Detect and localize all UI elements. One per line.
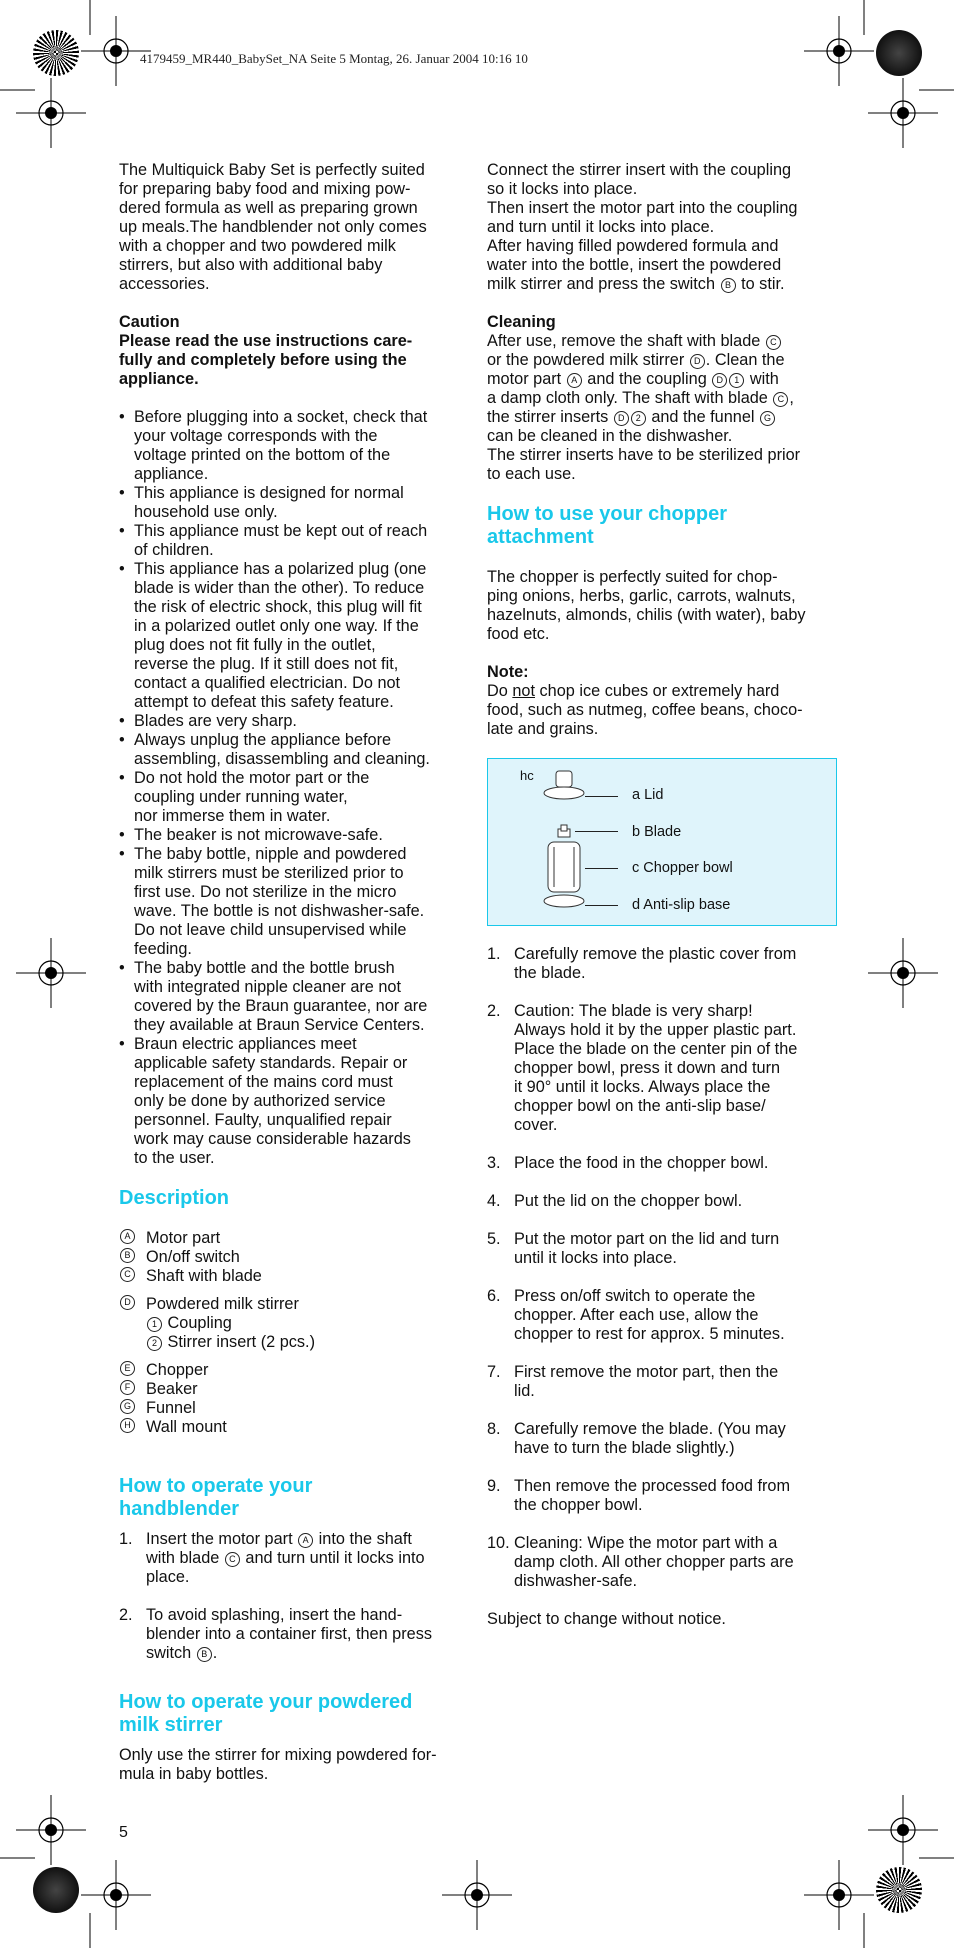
list-item: 1 Coupling	[119, 1314, 469, 1333]
registration-mark-icon	[868, 1795, 938, 1865]
list-item: 8. Carefully remove the blade. (You may have to turn the blade slightly.)	[487, 1420, 786, 1457]
list-item: 4. Put the lid on the chopper bowl.	[487, 1192, 743, 1210]
list-item: C Shaft with blade	[119, 1267, 469, 1286]
print-rosette-icon	[33, 30, 79, 76]
intro-paragraph: The Multiquick Baby Set is perfectly suited for preparing baby food and mixing pow- dered formula as well as preparing grown up meals.The handblender not only comes with a chopper and two powdered milk stirrers, but also with additional baby accessories.	[119, 161, 427, 293]
list-item: G Funnel	[119, 1399, 469, 1418]
print-rosette-icon	[876, 1867, 922, 1913]
figure-label-blade: b Blade	[632, 824, 682, 840]
list-item: • The beaker is not microwave-safe.	[119, 826, 469, 845]
list-item: • Braun electric appliances meet applicable safety standards. Repair or replacement of the mains cord must only be done by authorized service personnel. Faulty, unqualified repair work may cause considerable hazards to the user.	[119, 1035, 469, 1168]
chopper-figure	[487, 758, 837, 926]
list-item: • This appliance must be kept out of reach of children.	[119, 522, 469, 560]
right-column	[487, 161, 837, 1629]
caution-title: Caution	[119, 313, 180, 331]
list-item: 1. Insert the motor part A into the shaft with blade C and turn until it locks into place.	[119, 1530, 425, 1586]
registration-mark-icon	[868, 938, 938, 1008]
description-heading: Description	[119, 1187, 230, 1209]
cleaning-paragraph: After use, remove the shaft with blade C or the powdered milk stirrer D . Clean the motor part A and the coupling D 1 with a damp cloth only. The shaft with blade C , the stirrer inserts D 2 and the funnel G can be cleaned in the dishwasher. The stirrer inserts have to be sterilized prior to each use.	[487, 332, 801, 483]
chopper-intro: The chopper is perfectly suited for chop- ping onions, herbs, garlic, carrots, walnuts, hazelnuts, almonds, chilis (with water), baby food etc.	[487, 568, 806, 643]
list-item: F Beaker	[119, 1380, 469, 1399]
list-item: • Blades are very sharp.	[119, 712, 469, 731]
note-title: Note:	[487, 663, 529, 681]
list-item: 7. First remove the motor part, then the lid.	[487, 1363, 779, 1400]
note-paragraph: Do not chop ice cubes or extremely hard food, such as nutmeg, coffee beans, choco- late and grains.	[487, 682, 803, 738]
registration-mark-icon	[868, 78, 938, 148]
list-item: 5. Put the motor part on the lid and turn until it locks into place.	[487, 1230, 780, 1267]
list-item: A Motor part	[119, 1229, 469, 1248]
list-item: • Always unplug the appliance before assembling, disassembling and cleaning.	[119, 731, 469, 769]
list-item: 10. Cleaning: Wipe the motor part with a damp cloth. All other chopper parts are dishwasher-safe.	[487, 1534, 794, 1590]
print-rosette-icon	[33, 1867, 79, 1913]
caution-text: Please read the use instructions care- fully and completely before using the appliance.	[119, 332, 413, 388]
figure-label-base: d Anti-slip base	[632, 897, 731, 913]
print-slug: 4179459_MR440_BabySet_NA Seite 5 Montag, 26. Januar 2004 10:16 10	[140, 51, 528, 66]
chopper-illustration	[534, 767, 594, 917]
list-item: 1. Carefully remove the plastic cover from the blade.	[487, 945, 797, 982]
cleaning-title: Cleaning	[487, 313, 556, 331]
left-column	[119, 161, 469, 1784]
list-item: H Wall mount	[119, 1418, 469, 1437]
print-rosette-icon	[876, 30, 922, 76]
registration-mark-icon	[16, 938, 86, 1008]
connect-paragraph: Connect the stirrer insert with the coupling so it locks into place. Then insert the motor part into the coupling and turn until it locks into place. After having filled powdered formula and water into the bottle, insert the powdered milk stirrer and press the switch B to stir.	[487, 161, 798, 293]
figure-code: hc	[520, 768, 534, 783]
stirrer-paragraph: Only use the stirrer for mixing powdered for- mula in baby bottles.	[119, 1746, 437, 1783]
registration-mark-icon	[16, 1795, 86, 1865]
list-item: 9. Then remove the processed food from the chopper bowl.	[487, 1477, 791, 1514]
figure-label-bowl: c Chopper bowl	[632, 860, 733, 876]
registration-mark-icon	[16, 78, 86, 148]
chopper-heading: How to use your chopper attachment	[487, 503, 728, 548]
list-item: 3. Place the food in the chopper bowl.	[487, 1154, 769, 1172]
registration-mark-icon	[81, 1860, 151, 1930]
registration-mark-icon	[804, 1860, 874, 1930]
list-item: • The baby bottle, nipple and powdered milk stirrers must be sterilized prior to first use. Do not sterilize in the micro wave. The bottle is not dishwasher-safe. Do not leave child unsupervised while feeding.	[119, 845, 469, 959]
list-item: • Before plugging into a socket, check that your voltage corresponds with the voltage printed on the bottom of the appliance.	[119, 408, 469, 484]
operate-steps	[119, 1530, 469, 1663]
figure-label-lid: a Lid	[632, 787, 664, 803]
list-item: B On/off switch	[119, 1248, 469, 1267]
list-item: • The baby bottle and the bottle brush with integrated nipple cleaner are not covered by the Braun guarantee, nor are they available at Braun Service Centers.	[119, 959, 469, 1035]
chopper-steps	[487, 945, 837, 1591]
list-item: 6. Press on/off switch to operate the chopper. After each use, allow the chopper to rest for approx. 5 minutes.	[487, 1287, 785, 1343]
notice-text: Subject to change without notice.	[487, 1610, 726, 1628]
list-item: 2. To avoid splashing, insert the hand- blender into a container first, then press switch B .	[119, 1606, 432, 1662]
registration-mark-icon	[804, 16, 874, 86]
list-item: • This appliance has a polarized plug (one blade is wider than the other). To reduce the risk of electric shock, this plug will fit in a polarized outlet only one way. If the plug does not fit fully in the outlet, reverse the plug. If it still does not fit, contact a qualified electrician. Do not attempt to defeat this safety feature.	[119, 560, 469, 712]
safety-list	[119, 408, 469, 1168]
description-list	[119, 1229, 469, 1437]
list-item: 2 Stirrer insert (2 pcs.)	[119, 1333, 469, 1352]
list-item: • Do not hold the motor part or the coupling under running water, nor immerse them in water.	[119, 769, 469, 826]
list-item: • This appliance is designed for normal household use only.	[119, 484, 469, 522]
registration-mark-icon	[442, 1860, 512, 1930]
stirrer-heading: How to operate your powdered milk stirrer	[119, 1691, 413, 1736]
operate-heading: How to operate your handblender	[119, 1475, 313, 1520]
list-item: D Powdered milk stirrer	[119, 1295, 469, 1314]
page-number: 5	[119, 1824, 128, 1841]
list-item: 2. Caution: The blade is very sharp! Always hold it by the upper plastic part. Place the blade on the center pin of the chopper bowl, press it down and turn it 90° until it locks. Always place the chopper bowl on the anti-slip base/ cover.	[487, 1002, 798, 1134]
list-item: E Chopper	[119, 1361, 469, 1380]
